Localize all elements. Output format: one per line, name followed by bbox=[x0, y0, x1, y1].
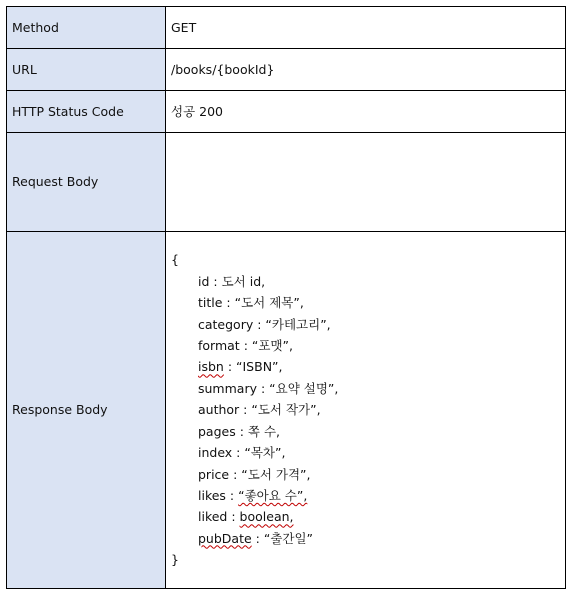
response-body-label: Response Body bbox=[7, 232, 166, 589]
field-key: category bbox=[198, 316, 254, 332]
field-key: likes bbox=[198, 487, 226, 503]
response-json-block bbox=[171, 249, 559, 570]
field-value: boolean, bbox=[239, 509, 294, 525]
field-sep: : bbox=[229, 466, 242, 482]
response-field-format bbox=[171, 335, 559, 356]
field-value: “요약 설명”, bbox=[269, 380, 339, 396]
field-sep: : bbox=[239, 402, 252, 418]
field-value: “좋아요 수”, bbox=[238, 487, 308, 503]
response-field-isbn bbox=[171, 356, 559, 377]
field-key: pages bbox=[198, 423, 236, 439]
field-value: 도서 id, bbox=[221, 273, 266, 289]
field-value: “도서 작가”, bbox=[251, 402, 321, 418]
response-field-pages bbox=[171, 421, 559, 442]
method-label: Method bbox=[7, 7, 166, 49]
status-code-label: HTTP Status Code bbox=[7, 91, 166, 133]
field-sep: : bbox=[227, 509, 240, 525]
response-field-author bbox=[171, 399, 559, 420]
table-row-method bbox=[7, 7, 566, 49]
field-sep: : bbox=[223, 359, 237, 375]
field-key: pubDate bbox=[198, 530, 252, 546]
response-field-summary bbox=[171, 378, 559, 399]
response-field-id bbox=[171, 271, 559, 292]
response-field-category bbox=[171, 314, 559, 335]
request-body-label: Request Body bbox=[7, 133, 166, 232]
url-value: /books/{bookId} bbox=[166, 49, 566, 91]
field-key: price bbox=[198, 466, 230, 482]
field-sep: : bbox=[232, 445, 245, 461]
field-key: liked bbox=[198, 509, 228, 525]
close-brace: } bbox=[171, 552, 179, 568]
table-row-status bbox=[7, 91, 566, 133]
field-sep: : bbox=[251, 530, 264, 546]
field-value: “목차”, bbox=[244, 445, 286, 461]
field-sep: : bbox=[239, 338, 252, 354]
api-spec-table bbox=[6, 6, 566, 589]
field-value: “출간일” bbox=[263, 530, 314, 546]
field-key: id bbox=[198, 273, 210, 289]
field-value: “ISBN”, bbox=[236, 359, 283, 375]
field-value: “도서 제목”, bbox=[234, 295, 304, 311]
response-field-liked bbox=[171, 506, 559, 527]
response-body-value bbox=[166, 232, 566, 589]
table-row-response-body bbox=[7, 232, 566, 589]
field-key: title bbox=[198, 295, 223, 311]
open-brace: { bbox=[171, 252, 179, 268]
field-sep: : bbox=[225, 487, 239, 503]
field-sep: : bbox=[209, 273, 222, 289]
table-row-url bbox=[7, 49, 566, 91]
field-key: format bbox=[198, 338, 240, 354]
response-field-title bbox=[171, 292, 559, 313]
field-sep: : bbox=[256, 380, 270, 396]
field-value: “포맷”, bbox=[251, 338, 293, 354]
status-code-value: 성공 200 bbox=[166, 91, 566, 133]
field-sep: : bbox=[253, 316, 266, 332]
request-body-value bbox=[166, 133, 566, 232]
response-field-likes bbox=[171, 485, 559, 506]
response-field-pubdate bbox=[171, 528, 559, 549]
response-field-index bbox=[171, 442, 559, 463]
field-key: summary bbox=[198, 380, 257, 396]
field-value: 쪽 수, bbox=[247, 423, 281, 439]
table-row-request-body bbox=[7, 133, 566, 232]
url-label: URL bbox=[7, 49, 166, 91]
field-value: “카테고리”, bbox=[265, 316, 331, 332]
field-key: isbn bbox=[198, 359, 224, 375]
response-field-price bbox=[171, 464, 559, 485]
field-key: index bbox=[198, 445, 233, 461]
method-value: GET bbox=[166, 7, 566, 49]
field-sep: : bbox=[235, 423, 248, 439]
field-key: author bbox=[198, 402, 240, 418]
field-sep: : bbox=[222, 295, 235, 311]
field-value: “도서 가격”, bbox=[241, 466, 311, 482]
